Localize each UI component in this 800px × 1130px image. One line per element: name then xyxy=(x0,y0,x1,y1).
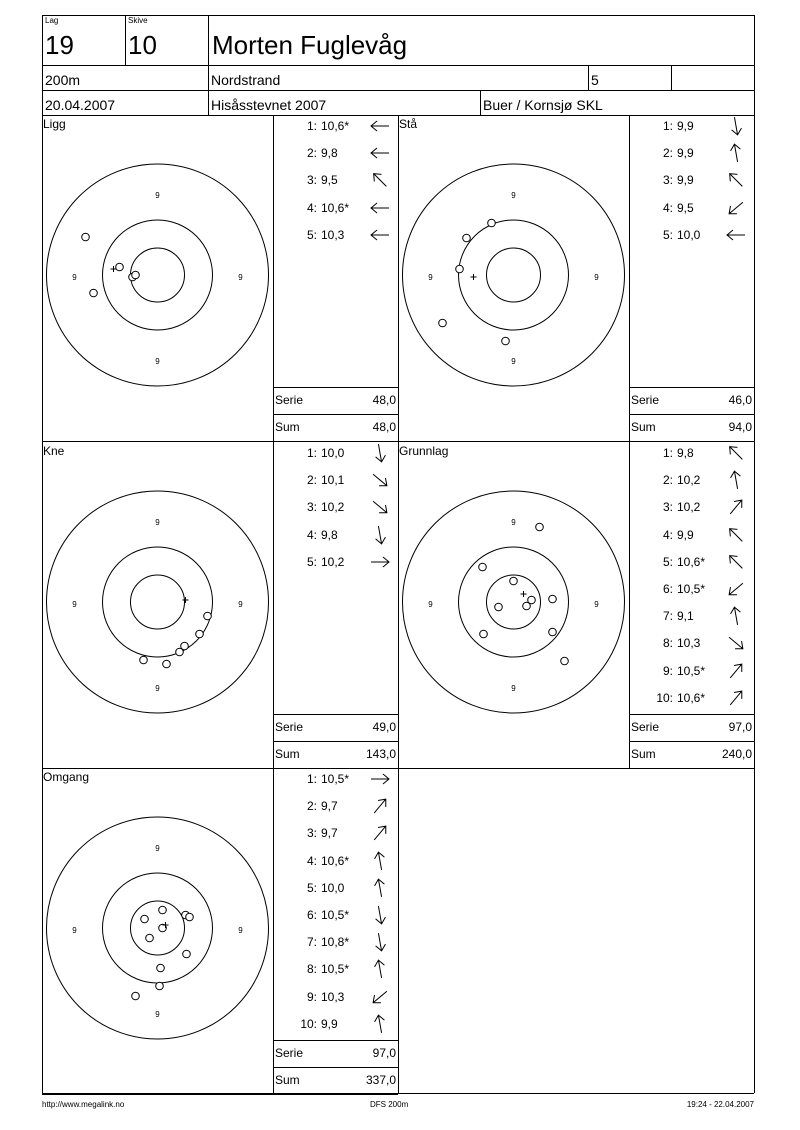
shot-number: 10: xyxy=(656,690,673,705)
shot-hole xyxy=(146,934,154,942)
group-center-marker xyxy=(183,597,189,603)
ring-label: 9 xyxy=(238,926,243,935)
direction-arrow-icon xyxy=(724,168,748,192)
shot-hole xyxy=(176,648,184,656)
direction-arrow-icon xyxy=(368,903,392,927)
shot-value: 10,6* xyxy=(677,690,706,705)
direction-arrow-icon xyxy=(368,441,392,465)
ring-label: 9 xyxy=(511,191,516,200)
shot-hole xyxy=(502,337,510,345)
direction-arrow-icon xyxy=(368,821,392,845)
direction-arrow-icon xyxy=(724,114,748,138)
footer-url: http://www.megalink.no xyxy=(42,1100,125,1109)
footer-timestamp: 19:24 - 22.04.2007 xyxy=(686,1100,754,1109)
shot-value: 10,3 xyxy=(321,227,345,242)
divider xyxy=(398,768,754,769)
sum-value: 240,0 xyxy=(721,747,752,761)
shot-hole xyxy=(116,263,124,271)
divider xyxy=(42,1094,398,1095)
shot-number: 3: xyxy=(306,500,317,515)
shot-hole xyxy=(186,913,194,921)
shot-hole xyxy=(456,265,464,273)
shooter-name: Morten Fuglevåg xyxy=(212,30,408,60)
direction-arrow-icon xyxy=(724,659,748,683)
shot-hole xyxy=(439,319,447,327)
sum-label: Sum xyxy=(631,747,656,761)
direction-arrow-icon xyxy=(368,930,392,954)
target-diagram xyxy=(398,115,629,441)
shot-value: 9,7 xyxy=(321,826,338,841)
target-diagram xyxy=(42,768,273,1094)
shot-number: 4: xyxy=(306,853,317,868)
direction-arrow-icon xyxy=(724,686,748,710)
shot-number: 2: xyxy=(662,473,673,488)
divider xyxy=(273,414,398,415)
target-ring xyxy=(459,220,569,330)
shot-value: 10,3 xyxy=(677,636,701,651)
direction-arrow-icon xyxy=(724,550,748,574)
shot-hole xyxy=(488,219,496,227)
direction-arrow-icon xyxy=(368,468,392,492)
shot-number: 1: xyxy=(662,119,673,133)
ring-label: 9 xyxy=(594,273,599,282)
direction-arrow-icon xyxy=(368,957,392,981)
serie-value: 97,0 xyxy=(728,720,752,734)
direction-arrow-icon xyxy=(368,196,392,220)
shot-hole xyxy=(549,595,557,603)
skive-number: 10 xyxy=(128,30,157,60)
shot-number: 6: xyxy=(306,908,317,922)
ring-label: 9 xyxy=(155,1010,160,1019)
shot-number: 3: xyxy=(662,500,673,515)
shot-hole xyxy=(183,950,191,958)
shot-hole xyxy=(90,289,98,297)
serie-label: Serie xyxy=(275,393,304,407)
shot-number: 5: xyxy=(306,880,317,895)
group-center-marker xyxy=(521,591,527,597)
direction-arrow-icon xyxy=(724,523,748,547)
direction-arrow-icon xyxy=(724,141,748,165)
shot-number: 8: xyxy=(306,962,317,977)
shot-value: 10,1 xyxy=(321,473,345,488)
shot-hole xyxy=(140,656,148,664)
ring-label: 9 xyxy=(594,600,599,609)
shot-hole xyxy=(141,915,149,923)
section-title: Kne xyxy=(43,444,65,458)
shot-hole xyxy=(132,992,140,1000)
shot-hole xyxy=(159,906,167,914)
divider xyxy=(629,414,754,415)
ring-label: 9 xyxy=(511,357,516,366)
shot-number: 7: xyxy=(306,935,317,950)
shot-value: 10,5* xyxy=(677,582,706,596)
divider xyxy=(273,1040,398,1041)
direction-arrow-icon xyxy=(368,523,392,547)
serie-value: 48,0 xyxy=(372,393,396,407)
shot-row xyxy=(273,555,398,581)
direction-arrow-icon xyxy=(368,223,392,247)
distance: 200m xyxy=(45,72,81,88)
serie-label: Serie xyxy=(275,720,304,734)
shot-value: 9,9 xyxy=(677,527,694,542)
target-ring xyxy=(103,547,213,657)
section-title: Ligg xyxy=(43,117,66,131)
target-diagram xyxy=(42,115,273,441)
shot-value: 9,7 xyxy=(321,799,338,814)
shot-hole xyxy=(523,602,531,610)
divider xyxy=(629,741,754,742)
ring-label: 9 xyxy=(155,684,160,693)
serie-value: 49,0 xyxy=(372,720,396,734)
ring-label: 9 xyxy=(155,357,160,366)
shot-value: 10,0 xyxy=(321,880,345,895)
group-center-marker xyxy=(471,274,477,280)
ring-label: 9 xyxy=(155,844,160,853)
shot-value: 10,5* xyxy=(321,772,350,786)
serie-value: 46,0 xyxy=(728,393,752,407)
club-name: Nordstrand xyxy=(211,72,281,88)
shot-value: 10,2 xyxy=(677,500,701,515)
shot-number: 5: xyxy=(662,554,673,569)
shot-number: 5: xyxy=(662,227,673,242)
divider xyxy=(273,1067,398,1068)
shot-number: 2: xyxy=(306,799,317,814)
shot-hole xyxy=(549,628,557,636)
shot-value: 9,9 xyxy=(677,119,694,133)
shot-hole xyxy=(480,630,488,638)
sum-value: 94,0 xyxy=(728,420,752,434)
shot-value: 9,9 xyxy=(677,146,694,161)
target-ring xyxy=(487,248,541,302)
shot-value: 10,6* xyxy=(321,853,350,868)
shot-row xyxy=(273,228,398,254)
target-ring xyxy=(131,901,185,955)
skive-label: Skive xyxy=(128,16,148,25)
divider xyxy=(629,714,754,715)
shot-value: 10,0 xyxy=(677,227,701,242)
shot-hole xyxy=(163,660,171,668)
direction-arrow-icon xyxy=(724,468,748,492)
shot-hole xyxy=(204,612,212,620)
shot-number: 1: xyxy=(662,446,673,460)
shot-number: 4: xyxy=(306,527,317,542)
shot-number: 4: xyxy=(662,200,673,215)
ring-label: 9 xyxy=(428,273,433,282)
direction-arrow-icon xyxy=(724,495,748,519)
shot-hole xyxy=(156,982,164,990)
shot-number: 8: xyxy=(662,636,673,651)
shot-value: 10,5* xyxy=(677,663,706,678)
shot-value: 10,0 xyxy=(321,446,345,460)
direction-arrow-icon xyxy=(724,441,748,465)
ring-label: 9 xyxy=(511,684,516,693)
shot-value: 10,2 xyxy=(321,554,345,569)
shot-value: 10,6* xyxy=(677,554,706,569)
direction-arrow-icon xyxy=(368,767,392,791)
section-title: Grunnlag xyxy=(399,444,449,458)
shot-number: 3: xyxy=(306,826,317,841)
sum-label: Sum xyxy=(275,420,300,434)
shot-hole xyxy=(479,563,487,571)
shot-hole xyxy=(536,523,544,531)
shot-number: 5: xyxy=(306,227,317,242)
sum-value: 337,0 xyxy=(365,1073,396,1087)
direction-arrow-icon xyxy=(368,495,392,519)
ring-label: 9 xyxy=(155,518,160,527)
shot-hole xyxy=(82,233,90,241)
ring-label: 9 xyxy=(72,600,77,609)
shot-hole xyxy=(132,271,140,279)
shot-number: 1: xyxy=(306,119,317,133)
direction-arrow-icon xyxy=(368,1012,392,1036)
shot-number: 1: xyxy=(306,446,317,460)
target-diagram xyxy=(42,442,273,768)
shot-number: 9: xyxy=(306,989,317,1004)
shot-row xyxy=(629,691,754,717)
shot-number: 10: xyxy=(300,1016,317,1031)
shot-number: 5: xyxy=(306,554,317,569)
class-value: 5 xyxy=(591,72,599,88)
section-title: Omgang xyxy=(43,770,90,784)
shot-value: 10,3 xyxy=(321,989,345,1004)
shot-hole xyxy=(463,234,471,242)
direction-arrow-icon xyxy=(724,196,748,220)
shot-value: 9,8 xyxy=(321,146,338,161)
ring-label: 9 xyxy=(72,926,77,935)
shot-number: 9: xyxy=(662,663,673,678)
date: 20.04.2007 xyxy=(45,97,116,113)
shot-number: 3: xyxy=(306,173,317,188)
shot-number: 4: xyxy=(662,527,673,542)
target-diagram xyxy=(398,442,629,768)
ring-label: 9 xyxy=(511,518,516,527)
shot-number: 7: xyxy=(662,609,673,624)
shot-value: 10,5* xyxy=(321,908,350,922)
shot-hole xyxy=(510,577,518,585)
shot-value: 9,9 xyxy=(321,1016,338,1031)
location: Buer / Kornsjø SKL xyxy=(483,97,603,113)
shot-value: 10,2 xyxy=(321,500,345,515)
footer-program: DFS 200m xyxy=(370,1100,409,1109)
direction-arrow-icon xyxy=(368,141,392,165)
divider xyxy=(273,387,398,388)
direction-arrow-icon xyxy=(724,223,748,247)
divider xyxy=(273,714,398,715)
section-title: Stå xyxy=(399,117,418,131)
sum-value: 143,0 xyxy=(365,747,396,761)
shot-number: 2: xyxy=(662,146,673,161)
direction-arrow-icon xyxy=(368,114,392,138)
divider xyxy=(398,768,399,1093)
shot-number: 2: xyxy=(306,146,317,161)
ring-label: 9 xyxy=(238,273,243,282)
sum-label: Sum xyxy=(631,420,656,434)
direction-arrow-icon xyxy=(368,849,392,873)
serie-label: Serie xyxy=(631,393,660,407)
shot-value: 9,1 xyxy=(677,609,694,624)
direction-arrow-icon xyxy=(724,631,748,655)
target-ring xyxy=(131,575,185,629)
divider xyxy=(273,741,398,742)
shot-value: 9,9 xyxy=(677,173,694,188)
shot-number: 6: xyxy=(662,582,673,596)
shot-row xyxy=(629,228,754,254)
lag-number: 19 xyxy=(45,30,74,60)
shot-value: 9,5 xyxy=(677,200,694,215)
direction-arrow-icon xyxy=(368,794,392,818)
serie-label: Serie xyxy=(631,720,660,734)
event-name: Hisåsstevnet 2007 xyxy=(211,97,327,113)
ring-label: 9 xyxy=(72,273,77,282)
ring-label: 9 xyxy=(428,600,433,609)
shot-hole xyxy=(495,603,503,611)
direction-arrow-icon xyxy=(368,876,392,900)
shot-value: 10,2 xyxy=(677,473,701,488)
shot-value: 9,8 xyxy=(677,446,694,460)
divider xyxy=(629,387,754,388)
serie-label: Serie xyxy=(275,1046,304,1060)
direction-arrow-icon xyxy=(724,577,748,601)
direction-arrow-icon xyxy=(368,168,392,192)
shot-value: 10,5* xyxy=(321,962,350,977)
serie-value: 97,0 xyxy=(372,1046,396,1060)
target-ring xyxy=(103,220,213,330)
direction-arrow-icon xyxy=(724,604,748,628)
shot-number: 4: xyxy=(306,200,317,215)
shot-value: 9,8 xyxy=(321,527,338,542)
shot-hole xyxy=(196,630,204,638)
sum-label: Sum xyxy=(275,747,300,761)
shot-number: 2: xyxy=(306,473,317,488)
shot-value: 10,8* xyxy=(321,935,350,950)
sum-label: Sum xyxy=(275,1073,300,1087)
sum-value: 48,0 xyxy=(372,420,396,434)
shot-value: 10,6* xyxy=(321,200,350,215)
shot-hole xyxy=(561,657,569,665)
lag-label: Lag xyxy=(45,16,59,25)
direction-arrow-icon xyxy=(368,550,392,574)
shot-hole xyxy=(157,964,165,972)
shot-value: 9,5 xyxy=(321,173,338,188)
direction-arrow-icon xyxy=(368,985,392,1009)
ring-label: 9 xyxy=(155,191,160,200)
shot-number: 3: xyxy=(662,173,673,188)
ring-label: 9 xyxy=(238,600,243,609)
shot-row xyxy=(273,1017,398,1043)
shot-value: 10,6* xyxy=(321,119,350,133)
shot-number: 1: xyxy=(306,772,317,786)
